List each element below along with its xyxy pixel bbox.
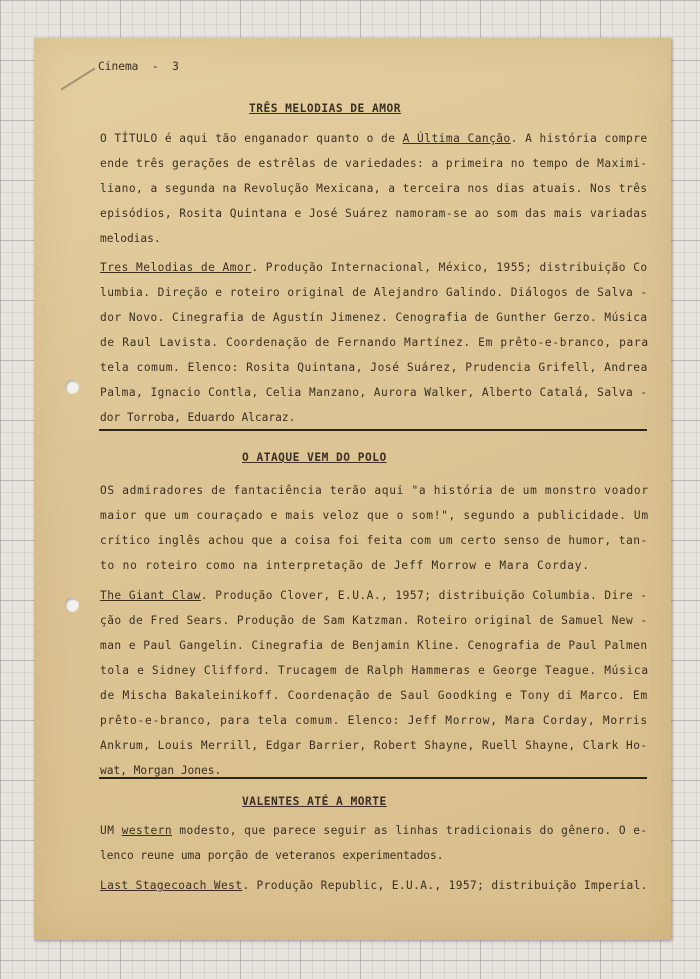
underlined-title: western [121,824,173,837]
text-segment: man e Paul Gangelin. Cinegrafia de Benjamin Kline. Cenografia de Paul Palmen [100,639,648,652]
text-line [100,182,648,196]
text-segment: lumbia. Direção e roteiro original de Alejandro Galindo. Diálogos de Salva - [100,286,648,299]
text-segment: to no roteiro como na interpretação de Jeff Morrow e Mara Corday. [100,559,590,572]
text-line [100,764,221,778]
text-segment: melodias. [100,232,161,245]
section-title: VALENTES ATÉ A MORTE [242,795,387,808]
text-segment: episódios, Rosita Quintana e José Suárez namoram-se ao som das mais variadas [100,207,648,220]
text-line [100,589,648,603]
staple-mark [61,68,96,91]
text-line [100,714,648,728]
text-segment: de Mischa Bakaleinikoff. Coordenação de Saul Goodking e Tony di Marco. Em [100,689,648,702]
text-line [100,689,648,703]
text-segment: . Produção Internacional, México, 1955; distribuição Co [251,261,648,274]
text-segment: Palma, Ignacio Contla, Celia Manzano, Aurora Walker, Alberto Catalá, Salva - [100,386,648,399]
text-segment: prêto-e-branco, para tela comum. Elenco: Jeff Morrow, Mara Corday, Morris [100,714,648,727]
text-segment: . Produção Republic, E.U.A., 1957; distribuição Imperial. [242,879,648,892]
text-segment: ção de Fred Sears. Produção de Sam Katzman. Roteiro original de Samuel New - [100,614,648,627]
page-header: Cinema - 3 [98,60,179,73]
document-page [34,38,671,940]
text-line [100,286,648,300]
text-segment: dor Torroba, Eduardo Alcaraz. [100,411,296,424]
text-line [100,534,648,548]
section-title: O ATAQUE VEM DO POLO [242,451,387,464]
text-line [100,484,649,498]
text-line [100,361,648,375]
text-segment: ende três gerações de estrêlas de variedades: a primeira no tempo de Maximi- [100,157,648,170]
text-line [100,311,648,325]
text-line [100,824,648,838]
text-segment: O TÍTULO é aqui tão enganador quanto o de [100,132,403,145]
text-line [100,664,649,678]
text-segment: lenco reune uma porção de veteranos experimentados. [100,849,444,862]
underlined-title: The Giant Claw [100,589,201,602]
text-segment: tola e Sidney Clifford. Trucagem de Ralph Hammeras e George Teague. Música [100,664,649,677]
text-line [100,386,648,400]
text-segment: de Raul Lavista. Coordenação de Fernando Martínez. Em prêto-e-branco, para [100,336,649,349]
text-segment: tela comum. Elenco: Rosita Quintana, José Suárez, Prudencia Grifell, Andrea [100,361,648,374]
text-line [100,232,161,246]
section-divider [99,429,647,431]
text-segment: dor Novo. Cinegrafia de Agustín Jimenez. Cenografia de Gunther Gerzo. Música [100,311,648,324]
section-title: TRÊS MELODIAS DE AMOR [249,102,401,115]
text-line [100,849,444,863]
punch-hole-lower [65,598,79,612]
punch-hole-upper [65,380,79,394]
text-segment: crítico inglês achou que a coisa foi feita com um certo senso de humor, tan- [100,534,648,547]
text-segment: UM [100,824,122,837]
text-line [100,336,649,350]
text-segment: OS admiradores de fantaciência terão aqui "a história de um monstro voador [100,484,649,497]
text-segment: Ankrum, Louis Merrill, Edgar Barrier, Robert Shayne, Ruell Shayne, Clark Ho- [100,739,648,752]
text-segment: modesto, que parece seguir as linhas tradicionais do gênero. O e- [172,824,648,837]
text-line [100,132,648,146]
text-line [100,411,295,425]
text-segment: maior que um couraçado e mais veloz que o som!", segundo a publicidade. Um [100,509,649,522]
text-line [100,261,648,275]
text-segment: . Produção Clover, E.U.A., 1957; distribuição Columbia. Dire - [200,589,648,602]
text-line [100,559,590,573]
text-line [100,879,648,893]
text-line [100,157,648,171]
text-segment: . A história compre [510,132,648,145]
text-line [100,739,648,753]
underlined-title: A Última Canção [402,132,511,145]
underlined-title: Last Stagecoach West [100,879,243,892]
text-segment: liano, a segunda na Revolução Mexicana, a terceira nos dias atuais. Nos três [100,182,648,195]
text-line [100,509,649,523]
underlined-title: Tres Melodias de Amor [100,261,252,274]
text-line [100,639,648,653]
text-line [100,207,648,221]
text-line [100,614,648,628]
text-segment: wat, Morgan Jones. [100,764,222,777]
